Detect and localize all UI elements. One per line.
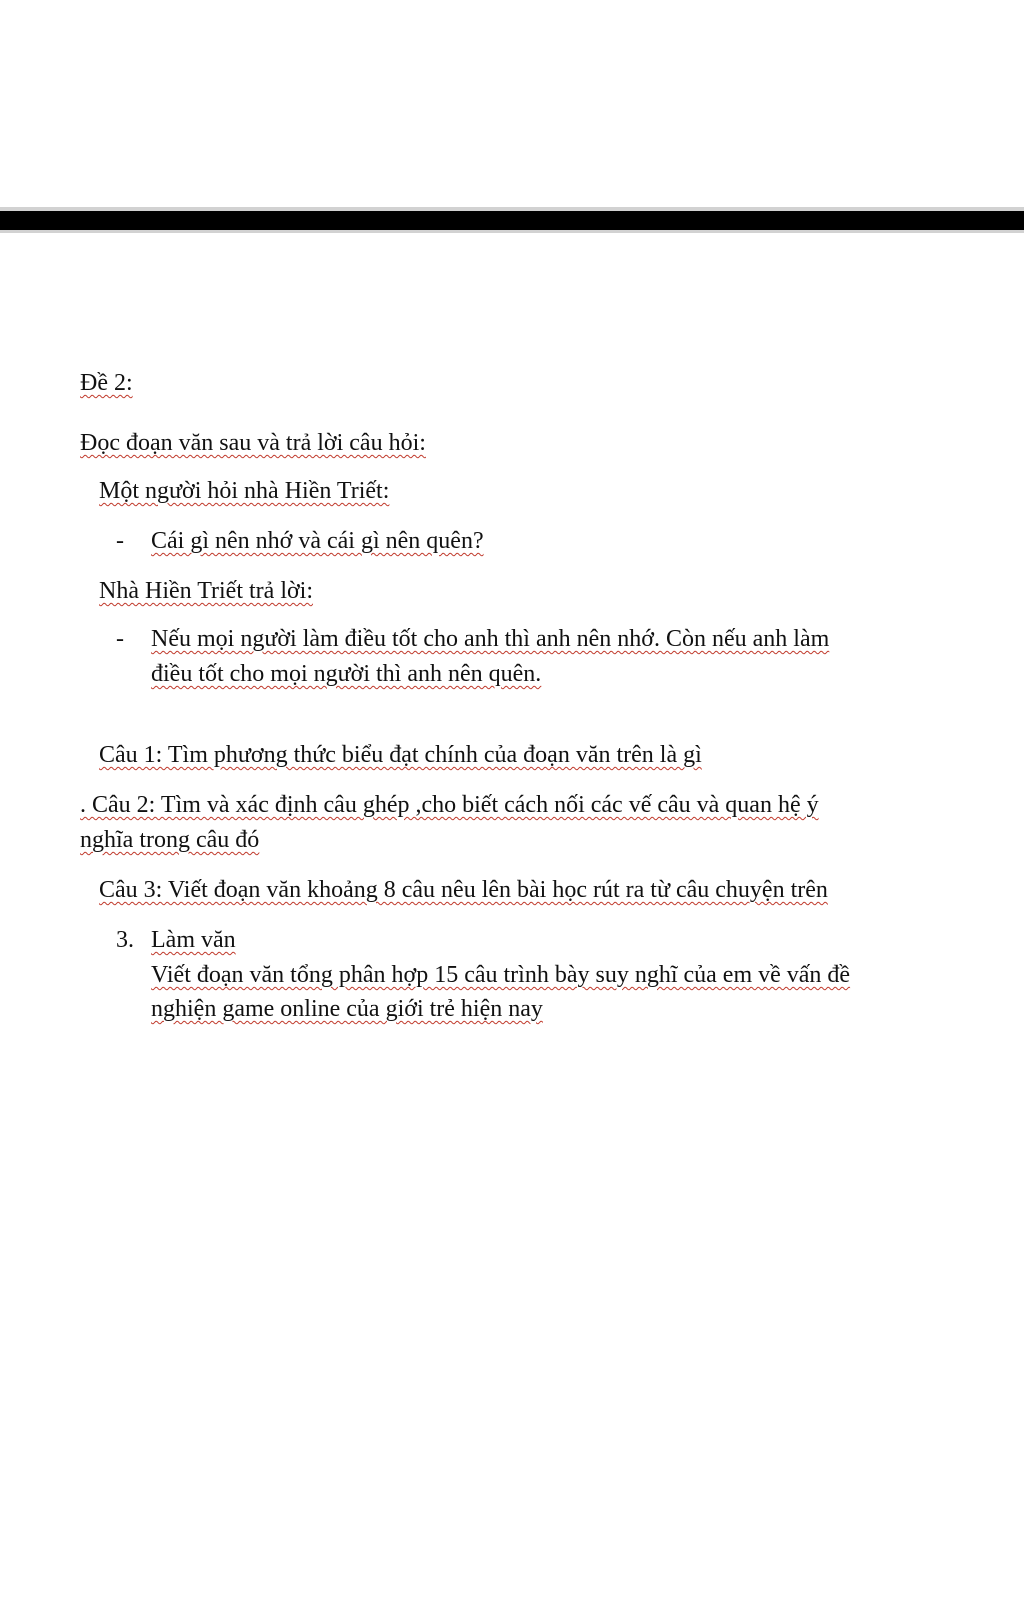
question-2-line-2: nghĩa trong câu đó	[80, 827, 260, 853]
writing-section-title: Làm văn	[151, 927, 236, 953]
passage-question: Cái gì nên nhớ và cái gì nên quên?	[151, 528, 484, 554]
answer-bullet-dash: -	[116, 626, 124, 652]
passage-intro: Một người hỏi nhà Hiền Triết:	[99, 478, 390, 504]
question-3: Câu 3: Viết đoạn văn khoảng 8 câu nêu lên bài học rút ra từ câu chuyện trên	[99, 877, 828, 903]
passage-answer-line-2: điều tốt cho mọi người thì anh nên quên.	[151, 661, 542, 687]
writing-task-line-2: nghiện game online của giới trẻ hiện nay	[151, 996, 543, 1022]
writing-task-line-1: Viết đoạn văn tổng phân hợp 15 câu trình bày suy nghĩ của em về vấn đề	[151, 962, 851, 988]
answer-intro: Nhà Hiền Triết trả lời:	[99, 578, 314, 604]
reading-instruction: Đọc đoạn văn sau và trả lời câu hỏi:	[80, 430, 426, 456]
passage-answer-line-1: Nếu mọi người làm điều tốt cho anh thì anh nên nhớ. Còn nếu anh làm	[151, 626, 830, 652]
exam-heading: Đề 2:	[80, 370, 133, 396]
writing-section-number: 3.	[116, 927, 134, 953]
question-2-line-1: . Câu 2: Tìm và xác định câu ghép ,cho biết cách nối các vế câu và quan hệ ý	[80, 792, 819, 818]
question-bullet-dash: -	[116, 528, 124, 554]
question-1: Câu 1: Tìm phương thức biểu đạt chính của đoạn văn trên là gì	[99, 742, 702, 768]
